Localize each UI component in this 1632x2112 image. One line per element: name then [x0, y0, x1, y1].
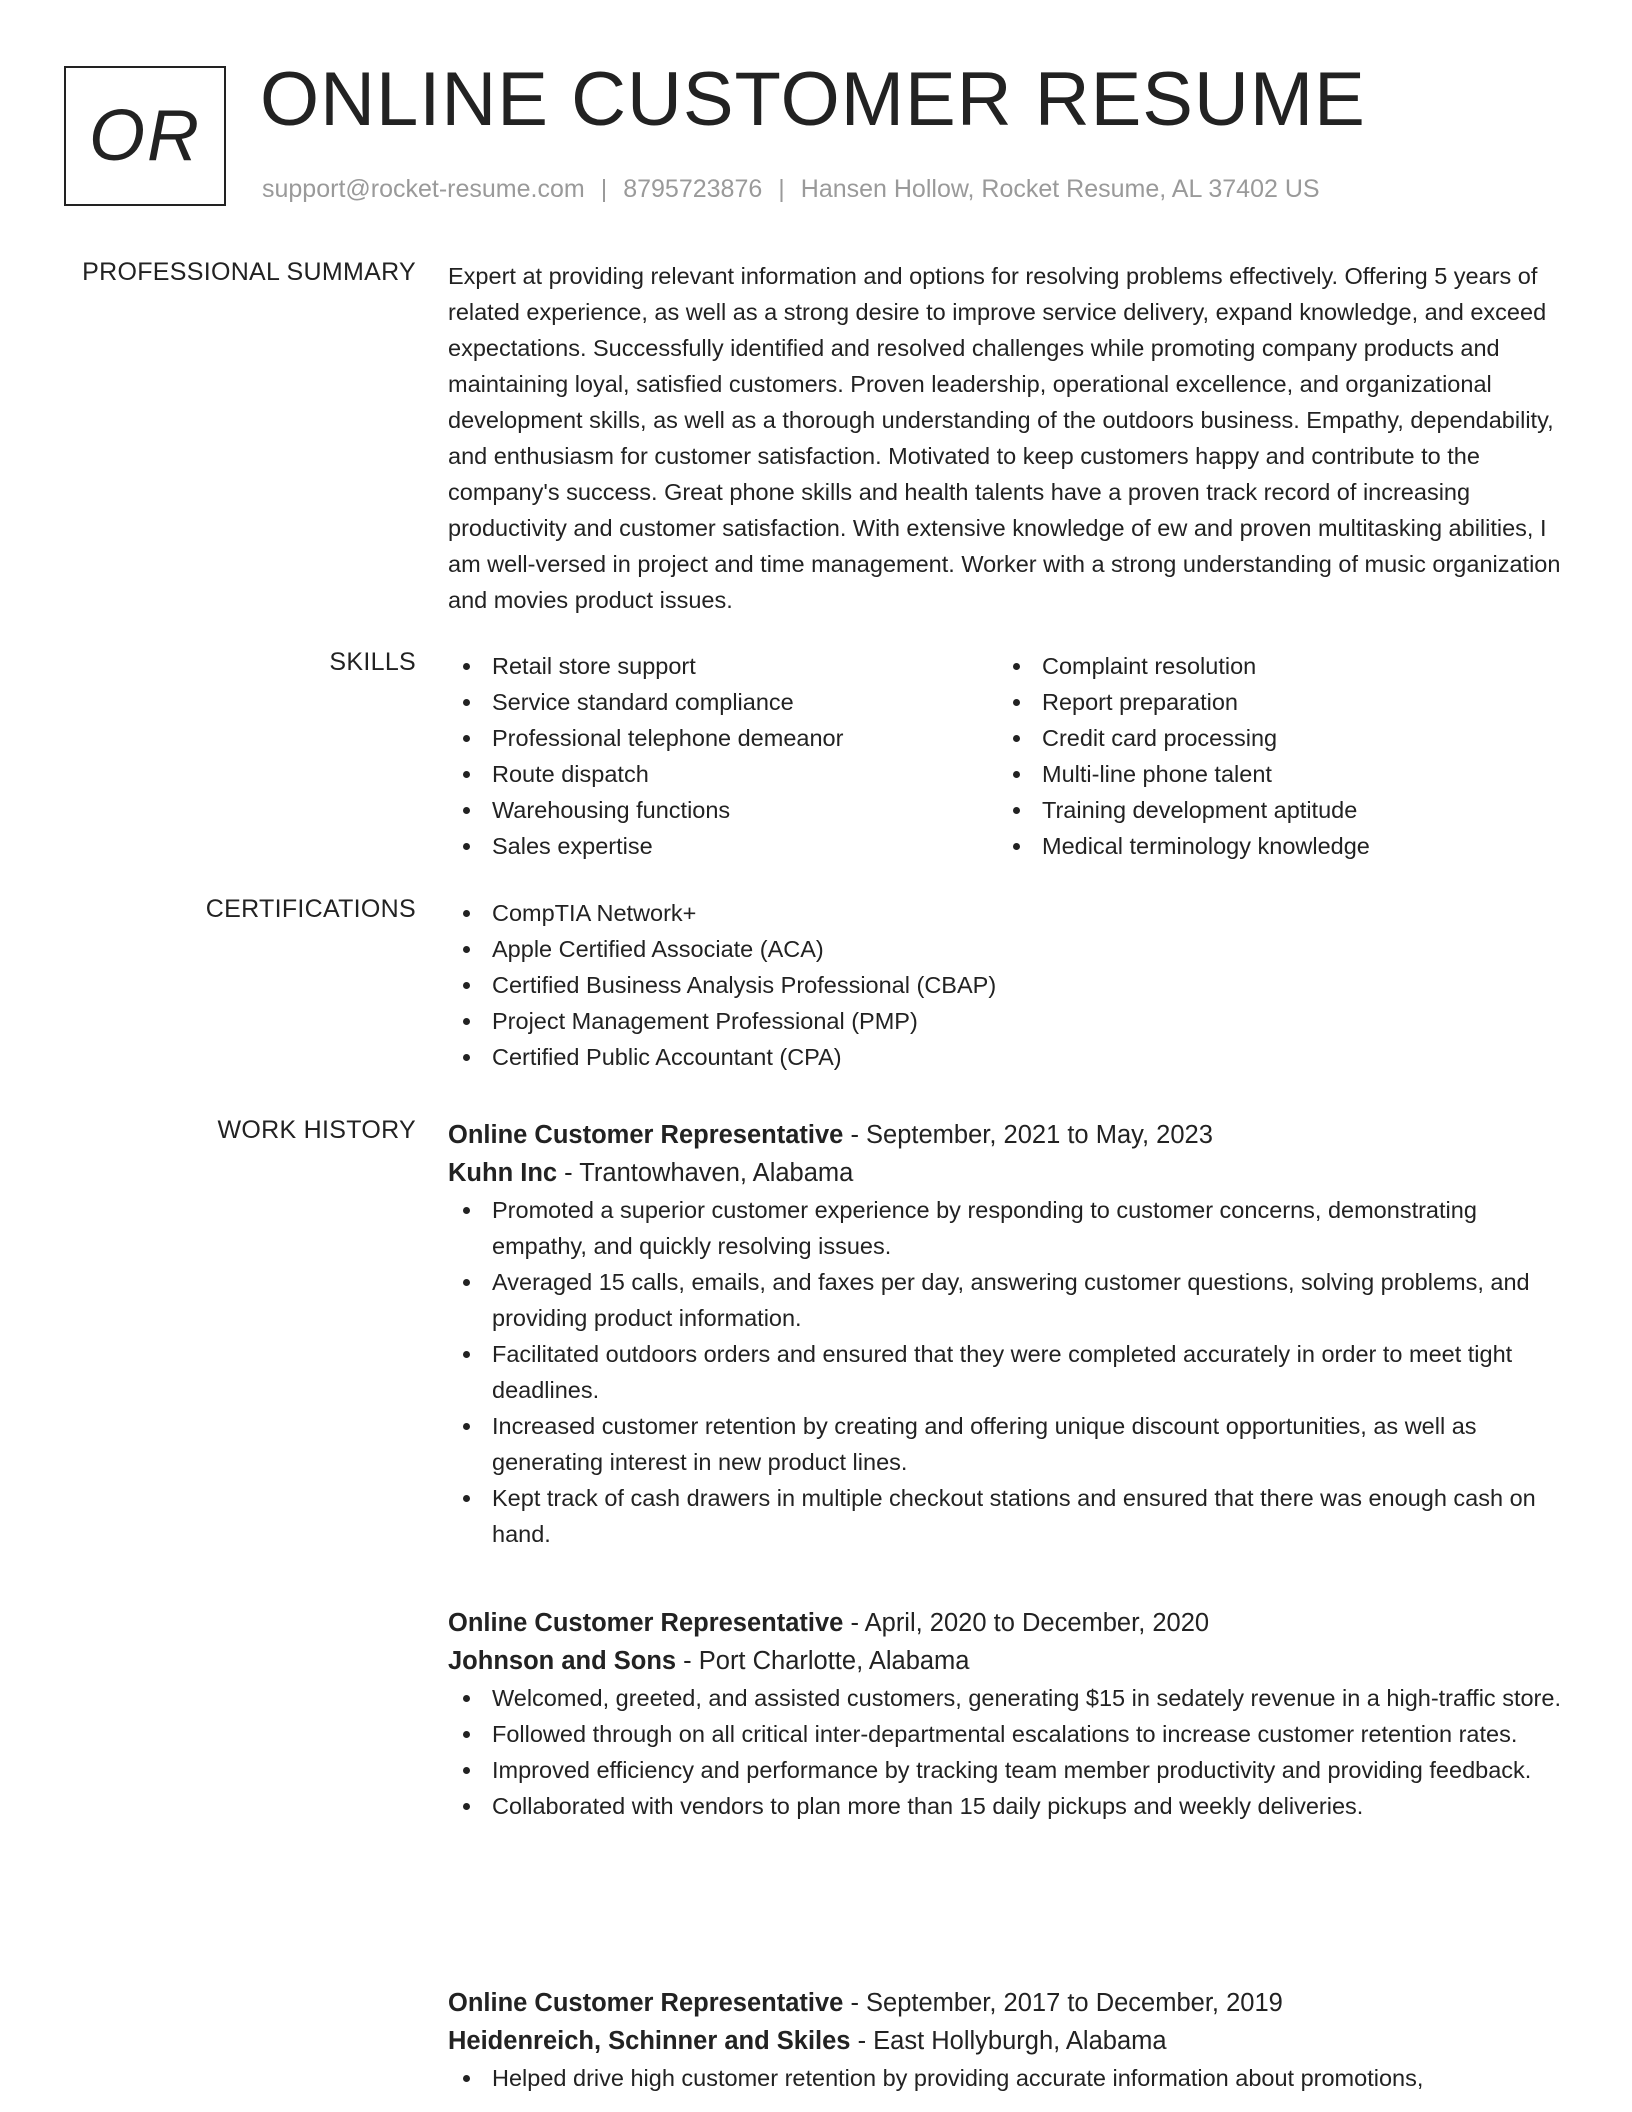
job-bullet: Welcomed, greeted, and assisted customers, generating $15 in sedately revenue in a high-traffic store. — [448, 1680, 1568, 1716]
contact-phone[interactable]: 8795723876 — [623, 175, 763, 203]
certification-item: Project Management Professional (PMP) — [448, 1003, 1568, 1039]
job-title-line — [448, 1984, 1568, 2022]
skills-list-left — [448, 648, 998, 864]
skill-item: Multi-line phone talent — [998, 756, 1548, 792]
job-title: Online Customer Representative — [448, 1609, 844, 1637]
summary-heading: PROFESSIONAL SUMMARY — [82, 258, 416, 286]
certification-item: Apple Certified Associate (ACA) — [448, 931, 1568, 967]
job-company-line — [448, 2022, 1568, 2060]
job-location: - Port Charlotte, Alabama — [676, 1647, 970, 1675]
job-company-line — [448, 1154, 1568, 1192]
certification-item: CompTIA Network+ — [448, 895, 1568, 931]
job-title: Online Customer Representative — [448, 1989, 844, 2017]
contact-email[interactable]: support@rocket-resume.com — [262, 175, 585, 203]
job-bullets — [448, 1680, 1568, 1824]
job-entry — [448, 1984, 1568, 2096]
skill-item: Retail store support — [448, 648, 998, 684]
job-company: Kuhn Inc — [448, 1159, 558, 1187]
job-company: Johnson and Sons — [448, 1647, 677, 1675]
job-dates: - September, 2017 to December, 2019 — [843, 1989, 1283, 2017]
skills-body — [448, 648, 1568, 864]
skills-heading: SKILLS — [329, 648, 416, 676]
skill-item: Service standard compliance — [448, 684, 998, 720]
skill-item: Warehousing functions — [448, 792, 998, 828]
job-title: Online Customer Representative — [448, 1121, 844, 1149]
job-location: - East Hollyburgh, Alabama — [850, 2027, 1167, 2055]
resume-title: ONLINE CUSTOMER RESUME — [260, 57, 1366, 142]
job-dates: - September, 2021 to May, 2023 — [843, 1121, 1213, 1149]
job-bullet: Increased customer retention by creating and offering unique discount opportunities, as well as generating interest in new product lines. — [448, 1408, 1568, 1480]
certifications-body — [448, 895, 1568, 1075]
job-title-line — [448, 1116, 1568, 1154]
skills-list-right — [998, 648, 1548, 864]
job-entry — [448, 1116, 1568, 1552]
skill-item: Complaint resolution — [998, 648, 1548, 684]
job-bullet: Collaborated with vendors to plan more than 15 daily pickups and weekly deliveries. — [448, 1788, 1568, 1824]
work-history-body — [448, 1116, 1568, 2091]
contact-separator: | — [600, 175, 608, 203]
certification-item: Certified Public Accountant (CPA) — [448, 1039, 1568, 1075]
job-bullet: Followed through on all critical inter-departmental escalations to increase customer retention rates. — [448, 1716, 1568, 1752]
work-history-heading: WORK HISTORY — [217, 1116, 416, 1144]
skills-grid — [448, 648, 1568, 864]
skill-item: Sales expertise — [448, 828, 998, 864]
skill-item: Training development aptitude — [998, 792, 1548, 828]
job-title-line — [448, 1604, 1568, 1642]
job-bullets — [448, 2060, 1568, 2096]
job-company: Heidenreich, Schinner and Skiles — [448, 2027, 851, 2055]
certifications-heading: CERTIFICATIONS — [205, 895, 416, 923]
job-bullet: Averaged 15 calls, emails, and faxes per day, answering customer questions, solving problems, and providing product information. — [448, 1264, 1568, 1336]
job-company-line — [448, 1642, 1568, 1680]
job-bullet: Improved efficiency and performance by tracking team member productivity and providing feedback. — [448, 1752, 1568, 1788]
certifications-list — [448, 895, 1568, 1075]
job-location: - Trantowhaven, Alabama — [557, 1159, 854, 1187]
job-bullet: Kept track of cash drawers in multiple checkout stations and ensured that there was enough cash on hand. — [448, 1480, 1568, 1552]
certification-item: Certified Business Analysis Professional (CBAP) — [448, 967, 1568, 1003]
job-dates: - April, 2020 to December, 2020 — [843, 1609, 1210, 1637]
monogram-logo: OR — [64, 66, 226, 206]
skill-item: Route dispatch — [448, 756, 998, 792]
contact-address: Hansen Hollow, Rocket Resume, AL 37402 US — [800, 175, 1320, 203]
job-bullet: Promoted a superior customer experience by responding to customer concerns, demonstrating empathy, and quickly resolving issues. — [448, 1192, 1568, 1264]
skill-item: Credit card processing — [998, 720, 1548, 756]
job-bullet: Facilitated outdoors orders and ensured that they were completed accurately in order to meet tight deadlines. — [448, 1336, 1568, 1408]
job-entry — [448, 1604, 1568, 1824]
skill-item: Medical terminology knowledge — [998, 828, 1548, 864]
contact-line — [262, 175, 1320, 204]
summary-text: Expert at providing relevant information and options for resolving problems effectively. Offering 5 years of related experience, as well as a strong desire to improve service delivery, expand knowledge, and exceed expectations. Successfully identified and resolved challenges while promoting company products and maintaining loyal, satisfied customers. Proven leadership, operational excellence, and organizational development skills, as well as a thorough understanding of the outdoors business. Empathy, dependability, and enthusiasm for customer satisfaction. Motivated to keep customers happy and contribute to the company's success. Great phone skills and health talents have a proven track record of increasing productivity and customer satisfaction. With extensive knowledge of ew and proven multitasking abilities, I am well-versed in project and time management. Worker with a strong understanding of music organization and movies product issues. — [448, 263, 1561, 613]
summary-body — [448, 258, 1568, 618]
job-bullet: Helped drive high customer retention by providing accurate information about promotions, — [448, 2060, 1568, 2096]
skill-item: Professional telephone demeanor — [448, 720, 998, 756]
skill-item: Report preparation — [998, 684, 1548, 720]
contact-separator: | — [778, 175, 785, 203]
job-bullets — [448, 1192, 1568, 1552]
